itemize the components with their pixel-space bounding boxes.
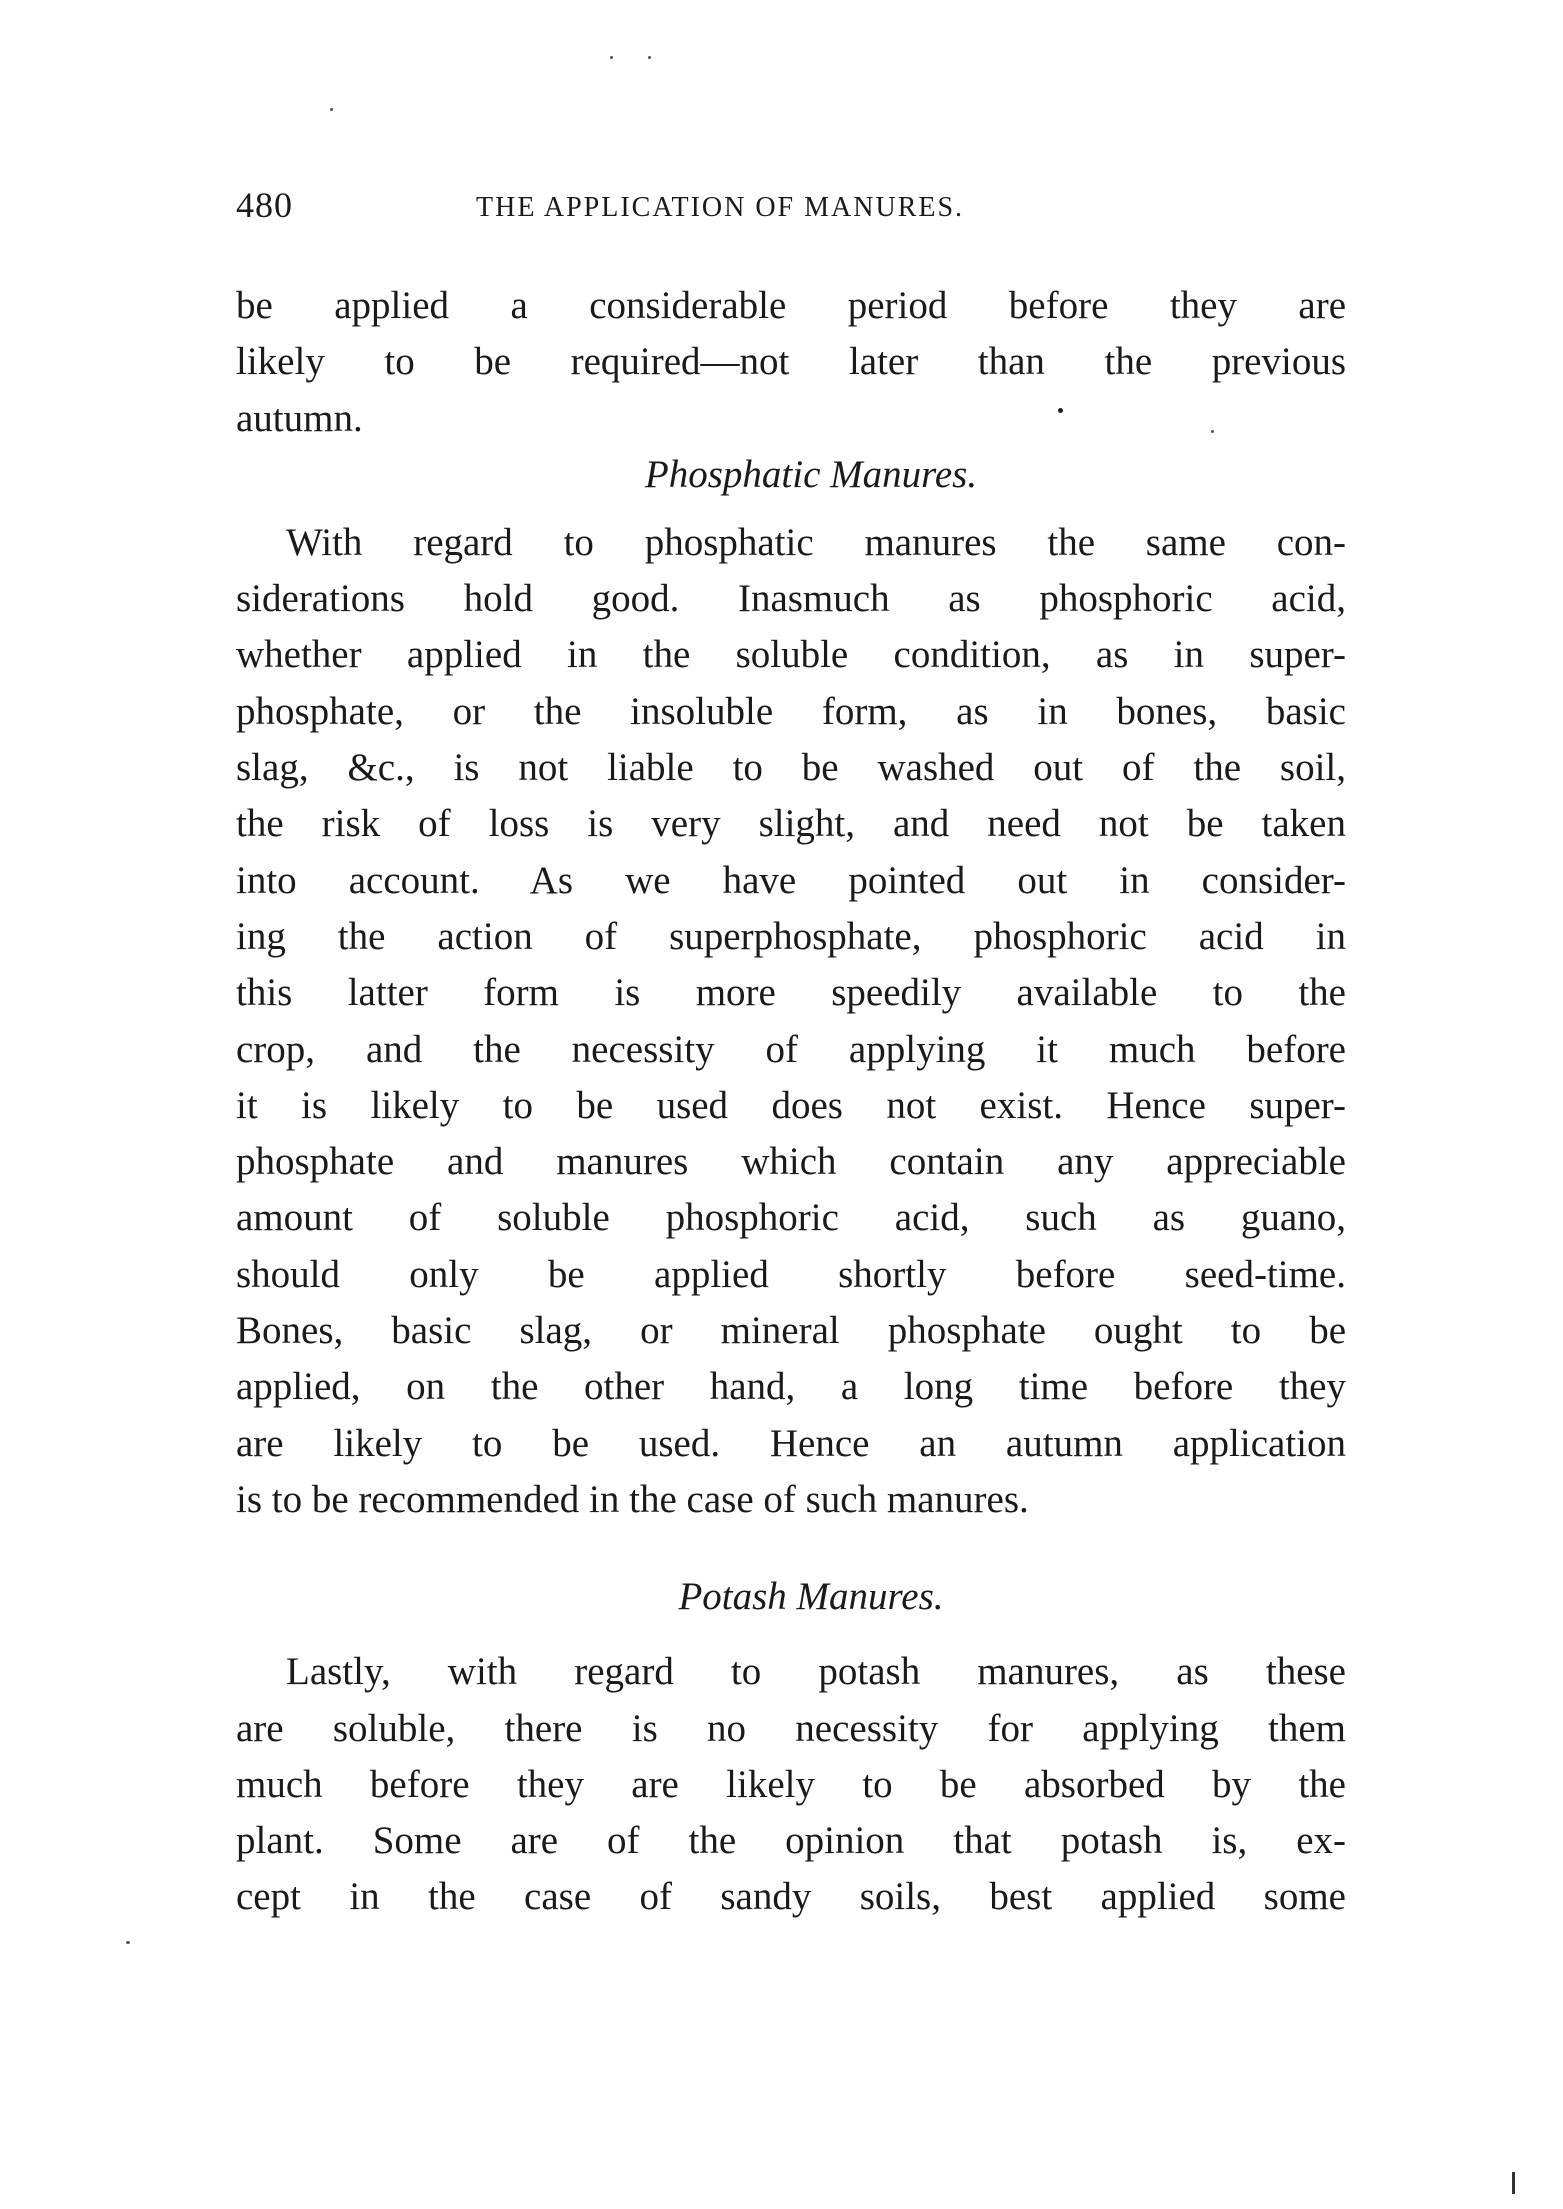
page-header [236, 184, 1346, 244]
phosphatic-paragraph [236, 515, 1346, 1528]
text-line: whether applied in the soluble condition, as in super- [236, 633, 1346, 677]
potash-paragraph [236, 1644, 1346, 1925]
body-text [236, 278, 1346, 1926]
scan-speck [330, 108, 333, 111]
text-line: crop, and the necessity of applying it much before [236, 1027, 1346, 1071]
text-line: into account. As we have pointed out in consider- [236, 858, 1346, 902]
text-line: Bones, basic slag, or mineral phosphate ought to be [236, 1309, 1346, 1353]
scan-speck [126, 1941, 130, 1944]
text-line: amount of soluble phosphoric acid, such as guano, [236, 1196, 1346, 1240]
section-heading-phosphatic: Phosphatic Manures. [644, 452, 978, 496]
text-line: are likely to be used. Hence an autumn application [236, 1421, 1346, 1465]
text-line: be applied a considerable period before they are [236, 284, 1346, 327]
text-line: this latter form is more speedily available to the [236, 971, 1346, 1015]
text-line: it is likely to be used does not exist. Hence super- [236, 1083, 1346, 1127]
scan-edge-mark [1512, 2172, 1515, 2194]
page-number: 480 [236, 185, 293, 225]
text-line: ing the action of superphosphate, phosphoric acid in [236, 914, 1346, 958]
continuation-paragraph [236, 278, 1346, 447]
text-line: siderations hold good. Inasmuch as phosphoric acid, [236, 577, 1346, 621]
text-line: autumn. [236, 396, 363, 440]
text-line: phosphate, or the insoluble form, as in bones, basic [236, 689, 1346, 733]
text-line: are soluble, there is no necessity for applying them [236, 1706, 1346, 1750]
text-line: phosphate and manures which contain any appreciable [236, 1140, 1346, 1184]
text-line: plant. Some are of the opinion that potash is, ex- [236, 1819, 1346, 1863]
text-line: With regard to phosphatic manures the same con- [286, 520, 1346, 564]
text-line: much before they are likely to be absorbed by the [236, 1762, 1346, 1806]
text-line: cept in the case of sandy soils, best applied some [236, 1875, 1346, 1919]
text-line: likely to be required—not later than the previous [236, 340, 1346, 384]
text-line: slag, &c., is not liable to be washed out of the soil, [236, 746, 1346, 790]
text-line: should only be applied shortly before seed-time. [236, 1252, 1346, 1296]
section-heading-potash: Potash Manures. [678, 1575, 944, 1619]
scan-speck [610, 56, 613, 59]
running-title: THE APPLICATION OF MANURES. [476, 192, 965, 223]
text-line: the risk of loss is very slight, and need not be taken [236, 802, 1346, 846]
scan-speck [648, 56, 651, 59]
text-line: Lastly, with regard to potash manures, as these [286, 1650, 1346, 1694]
text-line: applied, on the other hand, a long time before they [236, 1365, 1346, 1409]
text-line: is to be recommended in the case of such manures. [236, 1477, 1029, 1521]
